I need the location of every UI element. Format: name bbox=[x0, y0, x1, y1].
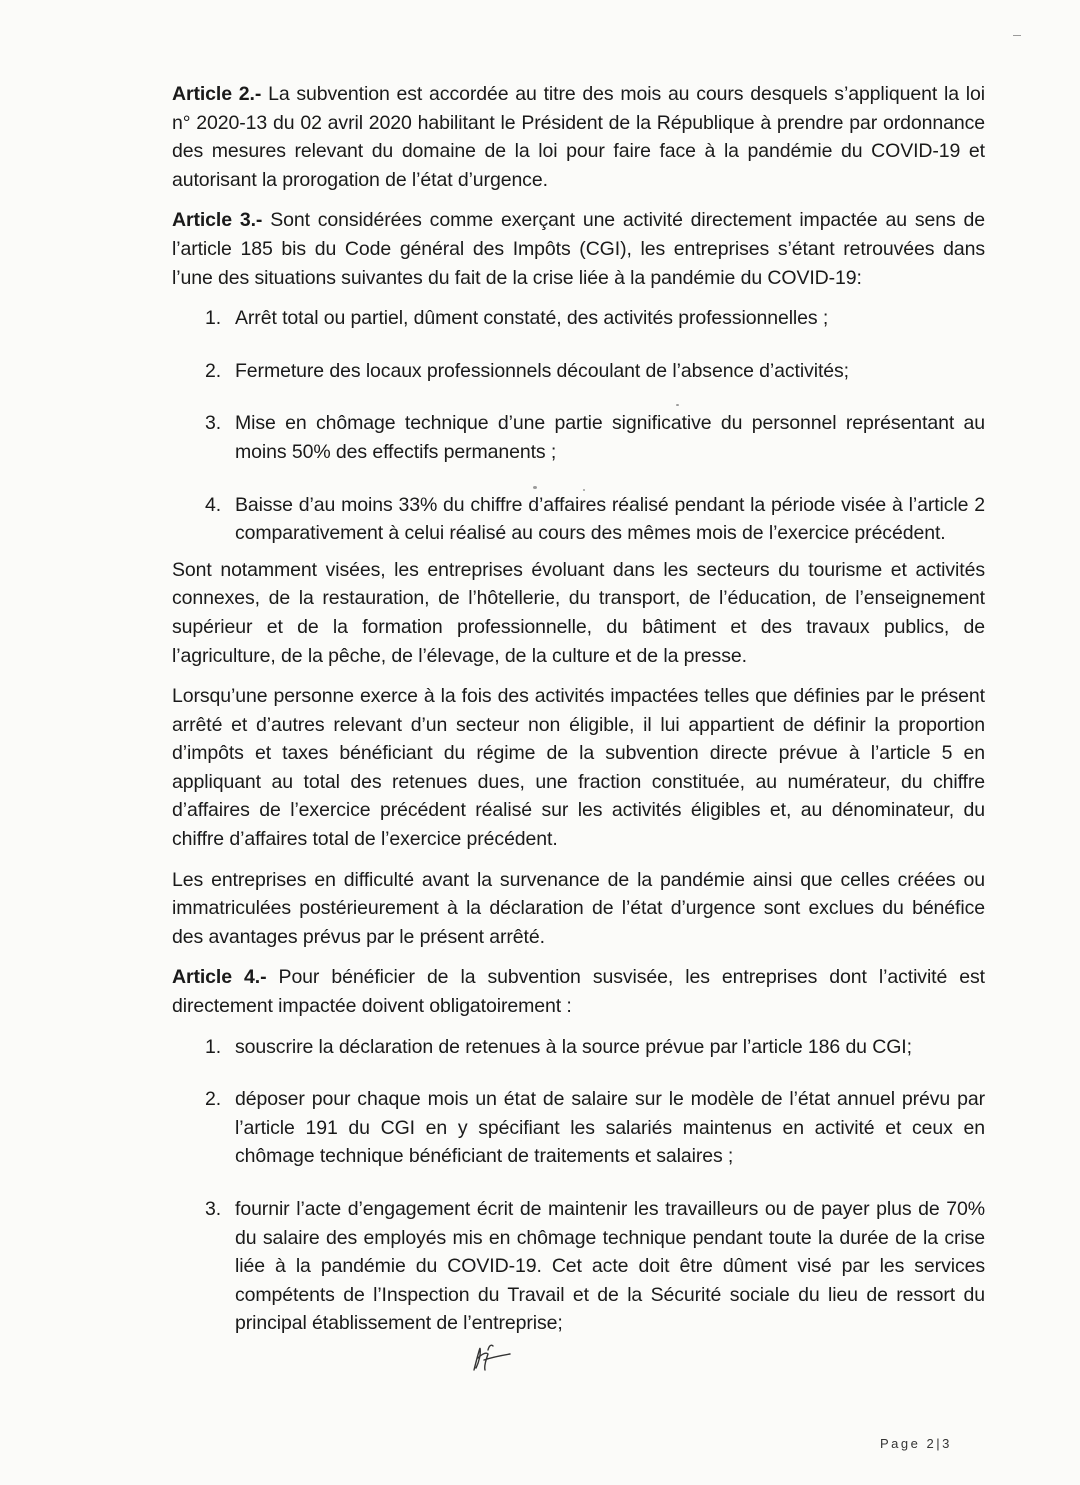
initials-signature bbox=[466, 1340, 516, 1376]
paragraph-sectors: Sont notamment visées, les entreprises évoluant dans les secteurs du tourisme et activités connexes, de la restauration, de l’hôtellerie, du transport, de l’éducation, de l’enseignement supérieur et de la formation professionnelle, du bâtiment et des travaux publics, de l’agriculture, de la pêche, de l’élevage, de la culture et de la presse. bbox=[172, 558, 985, 667]
list-item-number: 1. bbox=[205, 1035, 222, 1058]
scan-speck bbox=[583, 489, 585, 491]
scan-speck bbox=[533, 486, 537, 489]
paragraph-mixed-activities: Lorsqu’une personne exerce à la fois des activités impactées telles que définies par le présent arrêté et d’autres relevant d’un secteur non éligible, il lui appartient de définir la proportion d’impôts et taxes bénéficiant du régime de la subvention directe prévue à l’article 5 en appliquant au total des retenues dues, une fraction constituée, au numérateur, du chiffre d’affaires de l’exercice précédent réalisé sur les activités éligibles et, au dénominateur, du chiffre d’affaires total de l’exercice précédent. bbox=[172, 685, 985, 851]
list-item bbox=[172, 1033, 985, 1062]
list-item-text: Mise en chômage technique d’une partie significative du personnel représentant au moins 50% des effectifs permanents ; bbox=[235, 412, 985, 463]
page-number: Page 2|3 bbox=[880, 1436, 952, 1451]
article-2-label: Article 2.- bbox=[172, 83, 262, 105]
list-item-text: fournir l’acte d’engagement écrit de maintenir les travailleurs ou de payer plus de 70% du salaire des employés mis en chômage technique pendant toute la durée de la crise liée à la pandémie du COVID-19. Cet acte doit être dûment visé par les services compétents de l’Inspection du Travail et de la Sécurité sociale du lieu de ressort du principal établissement de l’entreprise; bbox=[235, 1198, 985, 1335]
article-4 bbox=[172, 963, 985, 1020]
article-2 bbox=[172, 80, 985, 194]
document-body bbox=[172, 80, 985, 1346]
list-item bbox=[172, 491, 985, 548]
article-4-list bbox=[172, 1033, 985, 1338]
list-item-text: Fermeture des locaux professionnels découlant de l’absence d’activités; bbox=[235, 359, 849, 382]
article-3-text: Sont considérées comme exerçant une activité directement impactée au sens de l’article 185 bis du Code général des Impôts (CGI), les entreprises s’étant retrouvées dans l’une des situations suivantes du fait de la crise liée à la pandémie du COVID-19: bbox=[172, 209, 985, 289]
article-2-text: La subvention est accordée au titre des mois au cours desquels s’appliquent la loi n° 2020-13 du 02 avril 2020 habilitant le Président de la République à prendre par ordonnance des mesures relevant du domaine de la loi pour faire face à la pandémie du COVID-19 et autorisant la prorogation de l’état d’urgence. bbox=[172, 83, 986, 191]
list-item-text: déposer pour chaque mois un état de salaire sur le modèle de l’état annuel prévu par l’article 191 du CGI en y spécifiant les salariés maintenus en activité et ceux en chômage technique bénéficiant de traitements et salaires ; bbox=[235, 1088, 985, 1168]
list-item-number: 1. bbox=[205, 307, 222, 330]
article-3-list bbox=[172, 304, 985, 548]
scan-speck bbox=[1013, 35, 1021, 36]
article-4-text: Pour bénéficier de la subvention susvisée, les entreprises dont l’activité est directement impactée doivent obligatoirement : bbox=[172, 966, 985, 1018]
list-item bbox=[172, 357, 985, 386]
list-item-text: Baisse d’au moins 33% du chiffre d’affaires réalisé pendant la période visée à l’article 2 comparativement à celui réalisé au cours des mêmes mois de l’exercice précédent. bbox=[235, 493, 985, 545]
article-4-label: Article 4.- bbox=[172, 966, 267, 989]
list-item-number: 4. bbox=[205, 493, 222, 516]
paragraph-exclusions: Les entreprises en difficulté avant la survenance de la pandémie ainsi que celles créées ou immatriculées postérieurement à la déclaration de l’état d’urgence sont exclues du bénéfice des avantages prévus par le présent arrêté. bbox=[172, 868, 985, 948]
list-item-number: 2. bbox=[205, 359, 222, 382]
list-item-number: 3. bbox=[205, 1198, 222, 1220]
list-item-number: 2. bbox=[205, 1088, 222, 1111]
list-item-number: 3. bbox=[205, 412, 222, 435]
list-item-text: Arrêt total ou partiel, dûment constaté, des activités professionnelles ; bbox=[235, 307, 829, 330]
list-item bbox=[172, 1085, 985, 1171]
article-3-label: Article 3.- bbox=[172, 209, 263, 232]
list-item-text: souscrire la déclaration de retenues à la source prévue par l’article 186 du CGI; bbox=[235, 1035, 912, 1058]
list-item bbox=[172, 304, 985, 333]
list-item bbox=[172, 1195, 985, 1338]
article-3 bbox=[172, 206, 985, 292]
list-item bbox=[172, 409, 985, 466]
scan-speck bbox=[676, 404, 679, 406]
